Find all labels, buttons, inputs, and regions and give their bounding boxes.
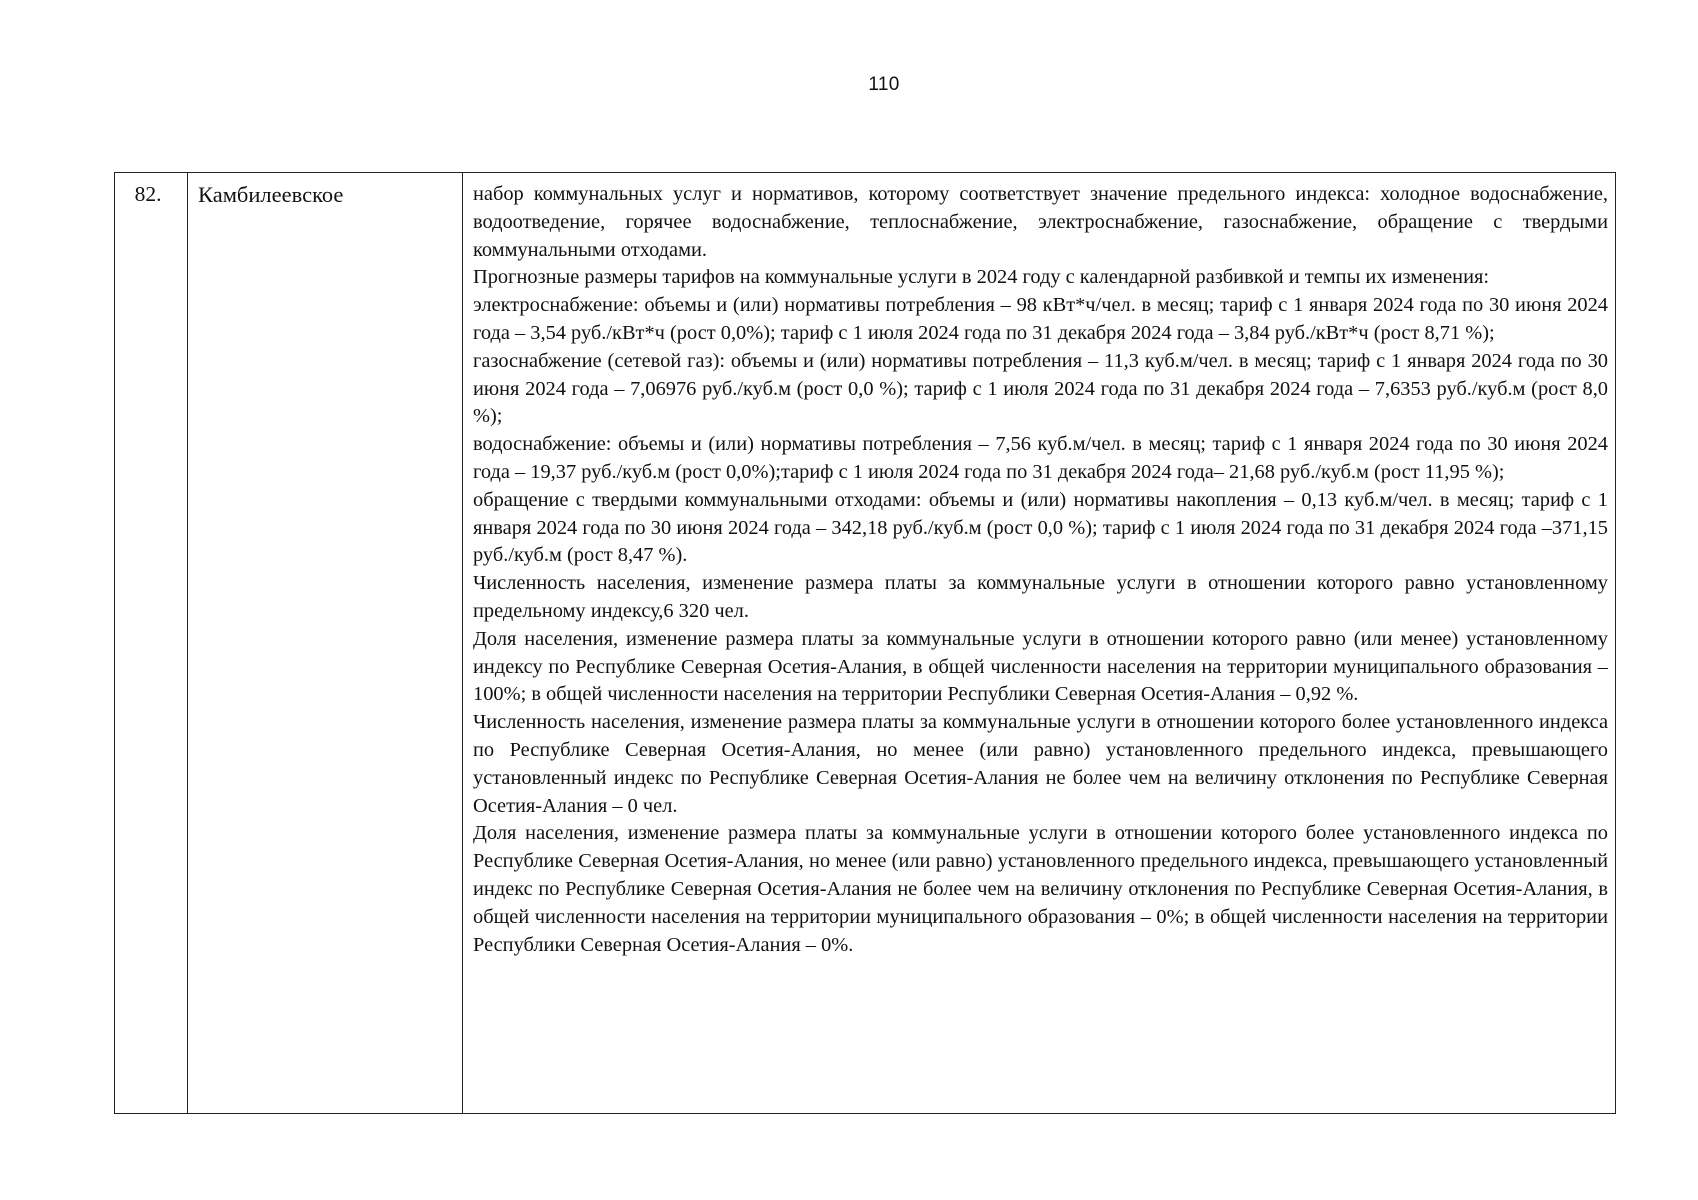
page-number: 110: [868, 74, 900, 95]
document-table: [114, 172, 1616, 1114]
paragraph-share-above: Доля населения, изменение размера платы за коммунальные услуги в отношении которого более установленного индекса по Республике Северная Осетия-Алания, но менее (или равно) установленного предельного индекса, превышающего установленный индекс по Республике Северная Осетия-Алания не более чем на величину отклонения по Республике Северная Осетия-Алания, в общей численности населения на территории муниципального образования – 0%; в общей численности населения на территории Республики Северная Осетия-Алания – 0%.: [473, 822, 1608, 956]
paragraph-share-equal: Доля населения, изменение размера платы за коммунальные услуги в отношении которого равно (или менее) установленному индексу по Республике Северная Осетия-Алания, в общей численности населения на территории муниципального образования – 100%; в общей численности населения на территории Республики Северная Осетия-Алания – 0,92 %.: [473, 627, 1608, 706]
description-cell: [463, 173, 1616, 1114]
paragraph-electricity: электроснабжение: объемы и (или) нормативы потребления – 98 кВт*ч/чел. в месяц; тариф с 1 января 2024 года по 30 июня 2024 года – 3,54 руб./кВт*ч (рост 0,0%); тариф с 1 июля 2024 года по 31 декабря 2024 года – 3,84 руб./кВт*ч (рост 8,71 %);: [473, 294, 1608, 344]
paragraph-population-above: Численность населения, изменение размера платы за коммунальные услуги в отношении которого более установленного индекса по Республике Северная Осетия-Алания, но менее (или равно) установленного предельного индекса, превышающего установленный индекс по Республике Северная Осетия-Алания не более чем на величину отклонения по Республике Северная Осетия-Алания – 0 чел.: [473, 711, 1608, 817]
row-number-cell: [115, 173, 188, 1114]
settlement-name-cell: [188, 173, 463, 1114]
row-number: 82.: [134, 182, 162, 206]
settlement-name: Камбилеевское: [198, 182, 344, 207]
table-row: [115, 173, 1616, 1114]
paragraph-water: водоснабжение: объемы и (или) нормативы потребления – 7,56 куб.м/чел. в месяц; тариф с 1 января 2024 года по 30 июня 2024 года – 19,37 руб./куб.м (рост 0,0%);тариф с 1 июля 2024 года по 31 декабря 2024 года– 21,68 руб./куб.м (рост 11,95 %);: [473, 433, 1608, 483]
description-body: [463, 173, 1615, 967]
paragraph-tariff-forecast-intro: Прогнозные размеры тарифов на коммунальные услуги в 2024 году с календарной разбивкой и темпы их изменения:: [473, 266, 1490, 289]
paragraph-gas: газоснабжение (сетевой газ): объемы и (или) нормативы потребления – 11,3 куб.м/чел. в месяц; тариф с 1 января 2024 года по 30 июня 2024 года – 7,06976 руб./куб.м (рост 0,0 %); тариф с 1 июля 2024 года по 31 декабря 2024 года – 7,6353 руб./куб.м (рост 8,0 %);: [473, 349, 1608, 428]
paragraph-utility-set: набор коммунальных услуг и нормативов, которому соответствует значение предельного индекса: холодное водоснабжение, водоотведение, горячее водоснабжение, теплоснабжение, электроснабжение, газоснабжение, обращение с твердыми коммунальными отходами.: [473, 183, 1608, 261]
paragraph-population-equal: Численность населения, изменение размера платы за коммунальные услуги в отношении которого равно установленному предельному индексу,6 320 чел.: [473, 572, 1608, 622]
paragraph-waste: обращение с твердыми коммунальными отходами: объемы и (или) нормативы накопления – 0,13 куб.м/чел. в месяц; тариф с 1 января 2024 года по 30 июня 2024 года – 342,18 руб./куб.м (рост 0,0 %); тариф с 1 июля 2024 года по 31 декабря 2024 года –371,15 руб./куб.м (рост 8,47 %).: [473, 488, 1608, 567]
